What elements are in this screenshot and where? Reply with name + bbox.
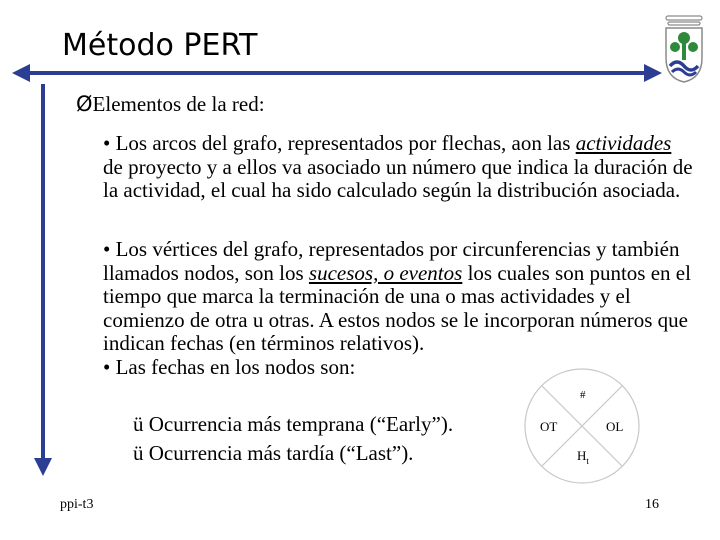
left-arrowhead — [12, 64, 30, 82]
heading-text: Elementos de la red: — [92, 92, 265, 116]
university-logo — [660, 14, 708, 84]
section-heading — [76, 92, 265, 117]
para2-text-b: los cuales son puntos en el tiempo que marca la terminación de una o mas actividades y el comienzo de otra u otras. A estos nodos se le incorporan números que indican fechas (en términos relativos). — [103, 260, 691, 355]
node-left-label: OT — [540, 419, 558, 434]
para2-text-c: • Las fechas en los nodos son: — [103, 354, 356, 379]
slide-title: Método PERT — [62, 28, 258, 63]
paragraph-arcs — [103, 132, 693, 203]
node-right-label: OL — [606, 419, 624, 434]
node-bottom-label: $H_t$ — [577, 448, 589, 466]
footer-label: ppi-t3 — [60, 497, 94, 512]
sub-item-early: ü Ocurrencia más temprana (“Early”). — [133, 412, 454, 436]
arrow-bullet-icon: Ø — [76, 92, 93, 116]
para2-emphasis: sucesos, o eventos — [308, 260, 463, 285]
para1-emphasis: actividades — [575, 131, 672, 155]
sub-item-last: ü Ocurrencia más tardía (“Last”). — [133, 441, 414, 465]
para2-text-a: • Los vértices del grafo, representados por circunferencias y también llamados nodos, son los — [103, 237, 680, 285]
page-number: 16 — [645, 497, 659, 512]
para1-text-b: de proyecto y a ellos va asociado un número que indica la duración de la actividad, el cual ha sido calculado según la distribución asociada. — [103, 154, 693, 202]
para1-text-a: • Los arcos del grafo, representados por flechas, aon las — [103, 131, 576, 155]
paragraph-vertices — [103, 238, 693, 379]
down-arrowhead — [34, 458, 52, 476]
node-top-label: # — [580, 389, 586, 401]
pert-node-diagram — [522, 366, 642, 486]
